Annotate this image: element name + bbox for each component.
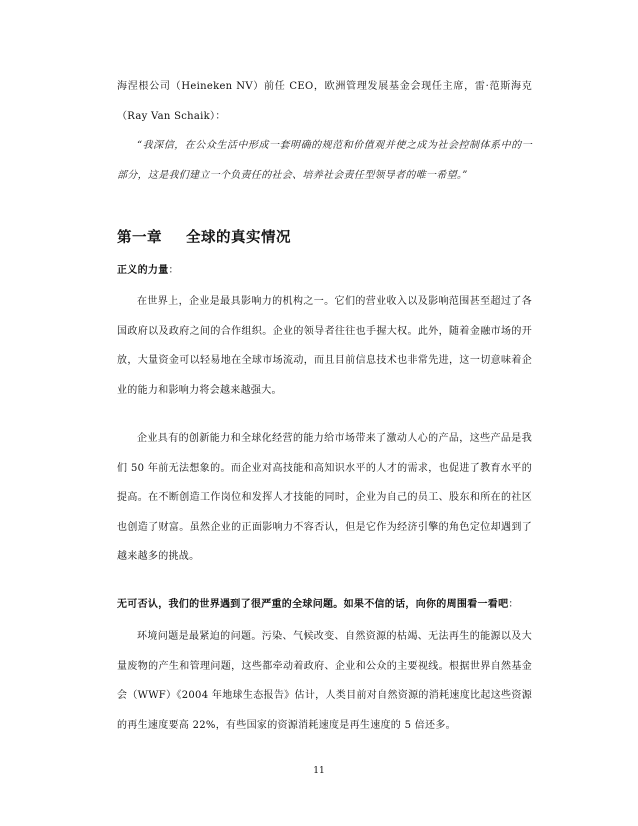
section1-heading-colon: ： bbox=[168, 265, 179, 276]
section2-heading bbox=[117, 595, 519, 615]
chapter-heading bbox=[117, 226, 291, 247]
quote-paragraph: “我深信，在公众生活中形成一套明确的规范和价值观并使之成为社会控制体系中的一部分，这是我们建立一个负责任的社会、培养社会责任型领导者的唯一希望。” bbox=[117, 140, 532, 181]
intro-paragraph: 海涅根公司（Heineken NV）前任 CEO，欧洲管理发展基金会现任主席，雷·范斯海克（Ray Van Schaik）： bbox=[117, 81, 532, 122]
section1-heading bbox=[117, 261, 179, 281]
section1-heading-text: 正义的力量 bbox=[117, 265, 169, 276]
section1-paragraph-1: 在世界上，企业是最具影响力的机构之一。它们的营业收入以及影响范围甚至超过了各国政府以及政府之间的合作组织。企业的领导者往往也手握大权。此外，随着金融市场的开放，大量资金可以轻易地在全球市场流动，而且目前信息技术也非常先进，这一切意味着企业的能力和影响力将会越来越强大。 bbox=[117, 296, 532, 396]
section2-heading-text: 无可否认，我们的世界遇到了很严重的全球问题。如果不信的话，向你的周围看一看吧 bbox=[117, 599, 509, 610]
page-number: 11 bbox=[313, 766, 325, 776]
section2-paragraph: 环境问题是最紧迫的问题。污染、气候改变、自然资源的枯竭、无法再生的能源以及大量废物的产生和管理问题，这些都牵动着政府、企业和公众的主要视线。根据世界自然基金会（WWF）《2004 年地球生态报告》估计，人类目前对自然资源的消耗速度比起这些资源的再生速度要高 22%，有些国家的资源消耗速度是再生速度的 5 倍还多。 bbox=[117, 631, 532, 731]
chapter-title: 全球的真实情况 bbox=[186, 230, 291, 246]
chapter-number: 第一章 bbox=[117, 230, 162, 246]
section2-heading-colon: ： bbox=[508, 599, 519, 610]
section1-paragraph-2: 企业具有的创新能力和全球化经营的能力给市场带来了激动人心的产品，这些产品是我们 50 年前无法想象的。而企业对高技能和高知识水平的人才的需求，也促进了教育水平的提高。在不断创造工作岗位和发挥人才技能的同时，企业为自己的员工、股东和所在的社区也创造了财富。虽然企业的正面影响力不容否认，但是它作为经济引擎的角色定位却遇到了越来越多的挑战。 bbox=[117, 433, 532, 562]
